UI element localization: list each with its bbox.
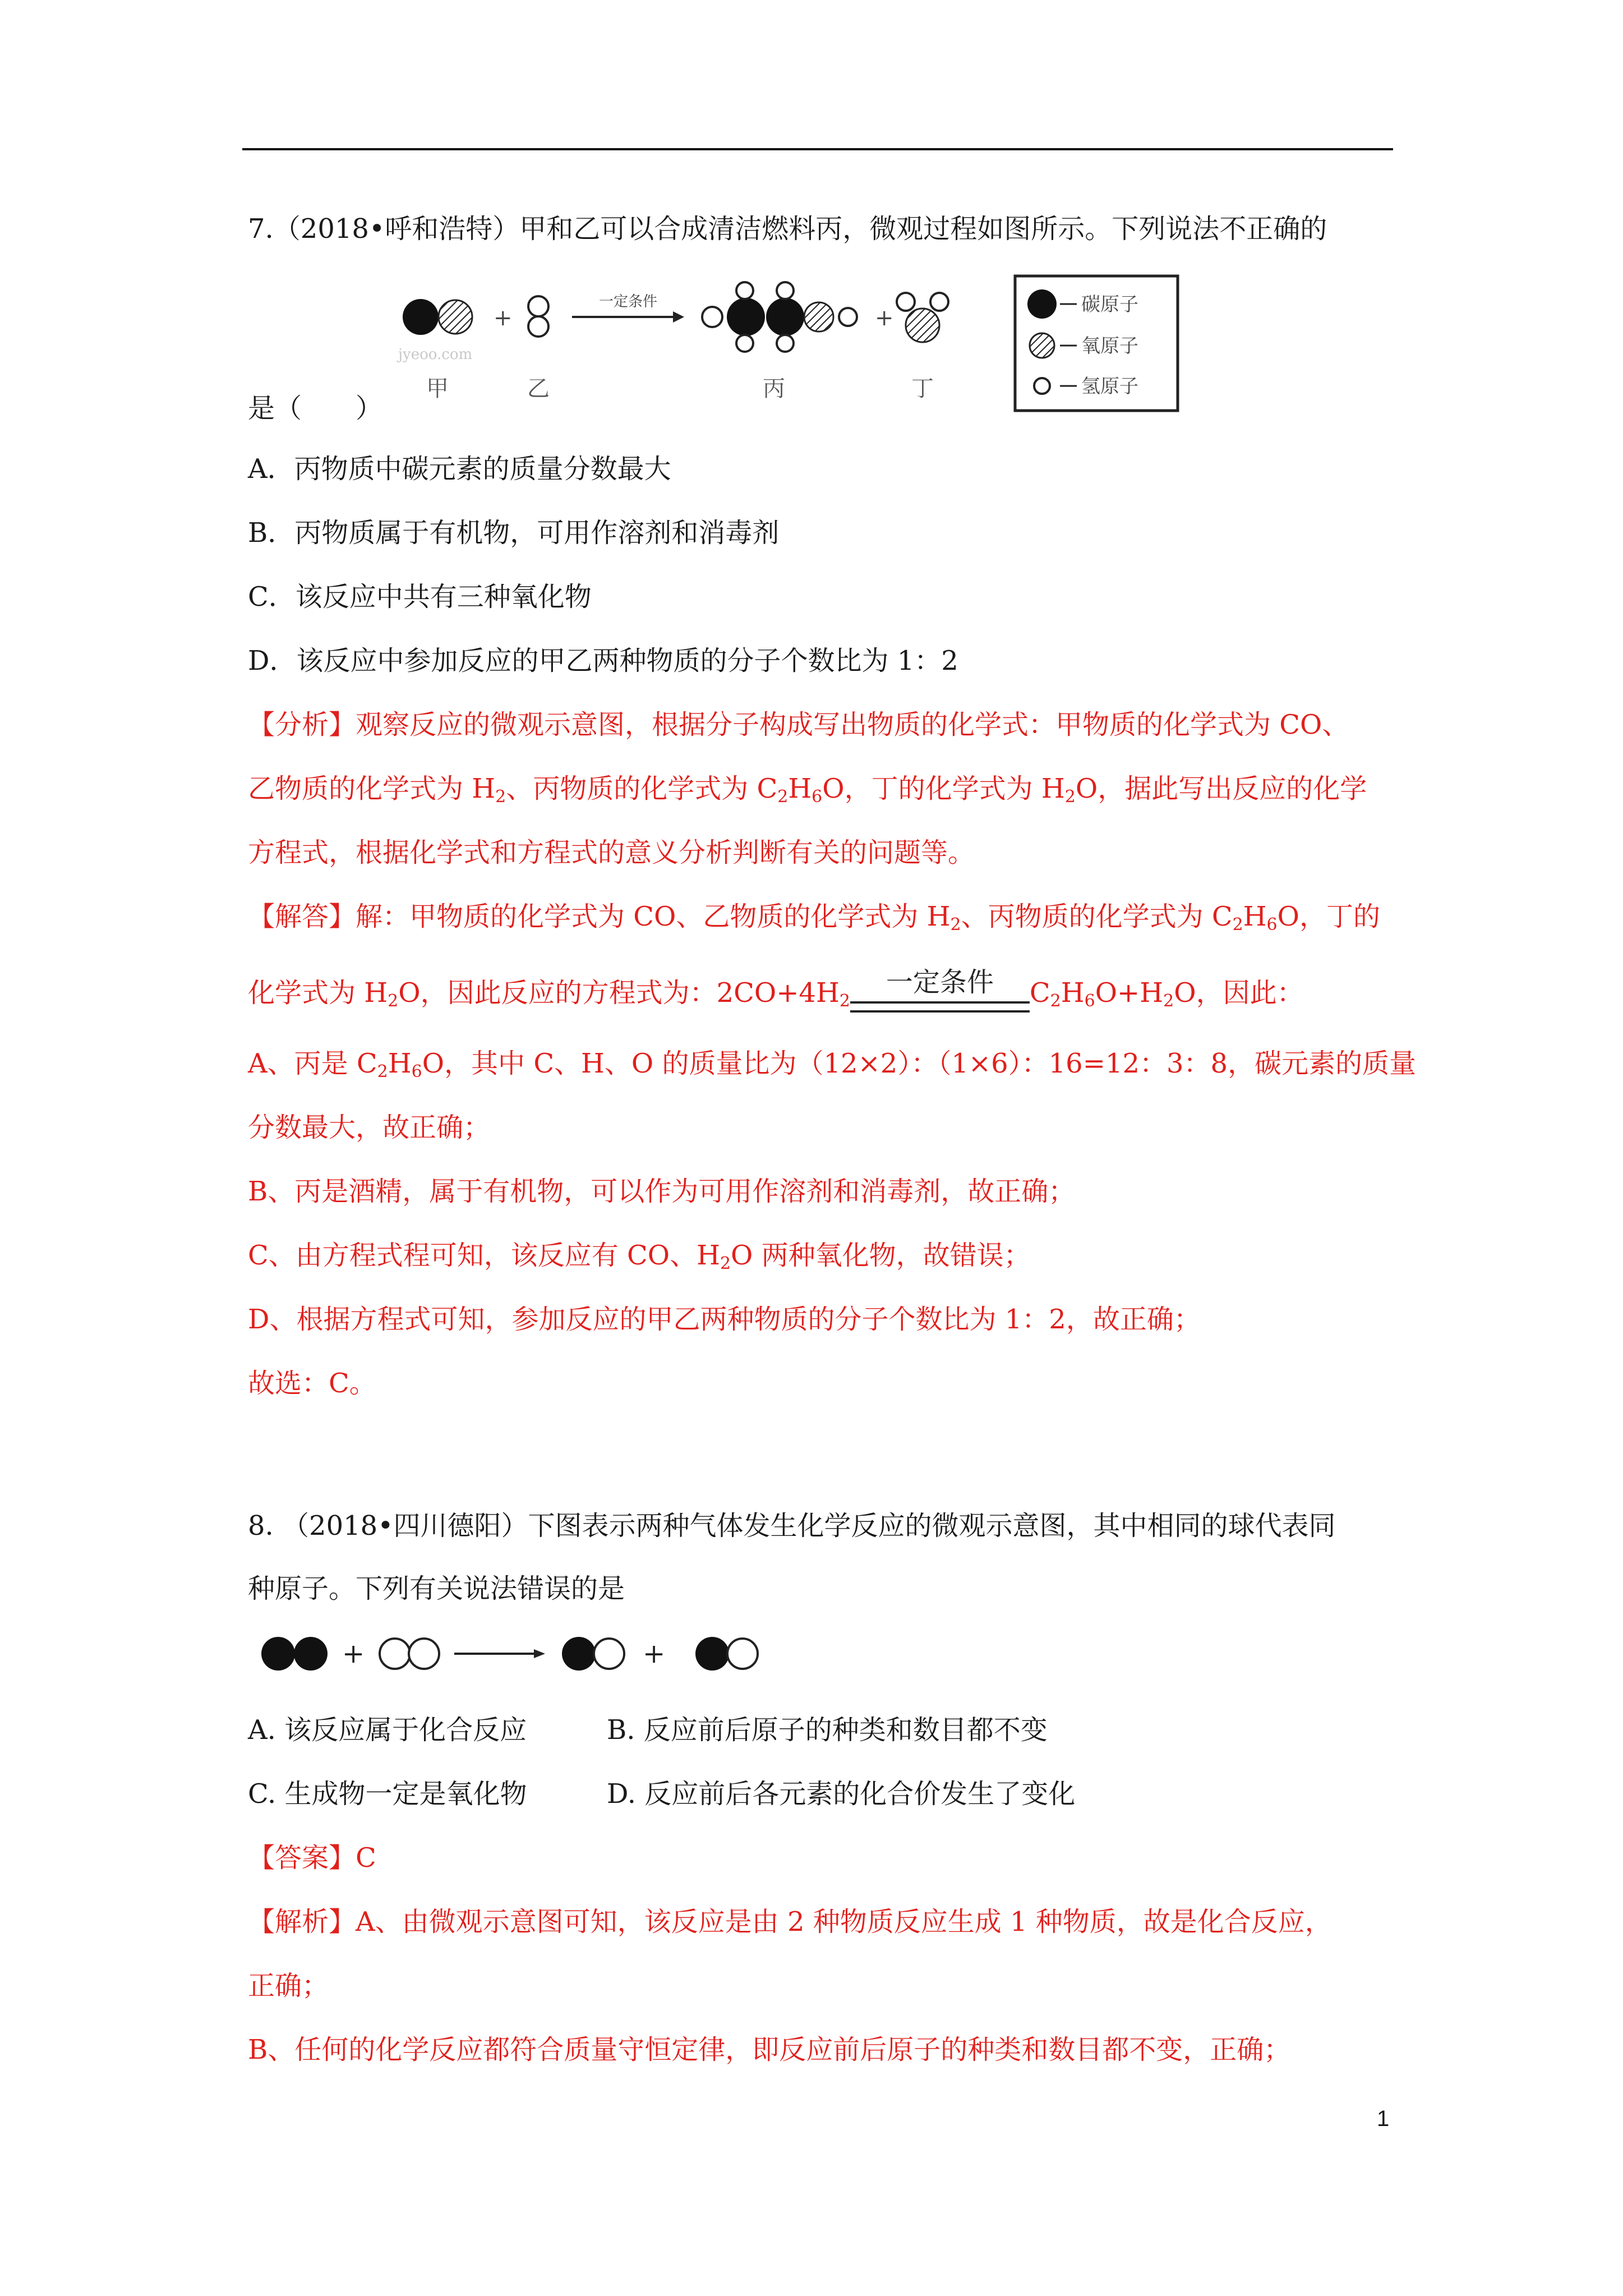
analysis-tag: 【解析】 (248, 1906, 356, 1938)
header-rule (242, 148, 1393, 150)
label-ding: 丁 (911, 376, 934, 402)
q7-analysis-a-line-2: 分数最大，故正确； (248, 1112, 491, 1143)
legend-hydrogen: 氢原子 (1081, 375, 1138, 398)
arrow-condition: 一定条件 (598, 293, 658, 310)
label-yi: 乙 (527, 376, 550, 402)
q8-analysis-line-2: 正确； (248, 1970, 329, 2001)
reactant-co-molecule (403, 299, 472, 335)
q7-option-c: C．该反应中共有三种氧化物 (248, 581, 592, 613)
reaction-arrow (454, 1649, 545, 1658)
q7-option-b: B．丙物质属于有机物，可用作溶剂和消毒剂 (248, 517, 780, 549)
q7-analysis-d: D、根据方程式可知，参加反应的甲乙两种物质的分子个数比为 1：2，故正确； (248, 1304, 1201, 1335)
equation-condition: 一定条件 (850, 984, 1030, 1018)
legend-box (1015, 276, 1178, 411)
legend-oxygen: 氧原子 (1081, 335, 1138, 357)
product-water-molecule (897, 293, 948, 342)
q8-option-b: B. 反应前后原子的种类和数目都不变 (607, 1714, 1048, 1746)
q7-analysis-line-1: 【分析】观察反应的微观示意图，根据分子构成写出物质的化学式：甲物质的化学式为 CO、 (248, 709, 1349, 740)
q7-analysis-line-3: 方程式，根据化学式和方程式的意义分析判断有关的问题等。 (248, 837, 975, 868)
product-molecule-1 (562, 1637, 624, 1671)
solution-tag: 【解答】 (248, 901, 356, 932)
plus-sign: + (875, 305, 894, 331)
answer-tag: 【答案】 (248, 1842, 356, 1874)
analysis-tag: 【分析】 (248, 709, 356, 740)
label-jia: 甲 (426, 376, 449, 402)
q8-stem-line-2: 种原子。下列有关说法错误的是 (248, 1573, 625, 1604)
oxygen-atom-icon (1030, 333, 1054, 358)
q7-reaction-diagram (393, 269, 1189, 426)
q7-analysis-c: C、由方程式程可知，该反应有 CO、$H_2O$ 两种氧化物，故错误； (248, 1240, 1031, 1273)
product-ethanol-molecule (702, 282, 857, 352)
watermark: jyeoo.com (398, 346, 473, 363)
page-number: 1 (1377, 2106, 1390, 2131)
plus-sign: + (494, 305, 513, 331)
q8-option-a: A. 该反应属于化合反应 (248, 1714, 527, 1746)
q8-options-row-1 (248, 1713, 527, 1747)
q8-option-d: D. 反应前后各元素的化合价发生了变化 (607, 1778, 1076, 1810)
q7-analysis-a-line-1: A、丙是 $C_2H_6O$，其中 C、H、O 的质量比为（12×2）：（1×6）：16=12：3：8，碳元素的质量 (248, 1048, 1417, 1082)
q8-analysis-line-1: 【解析】A、由微观示意图可知，该反应是由 2 种物质反应生成 1 种物质，故是化合反应， (248, 1906, 1332, 1938)
q7-option-a: A．丙物质中碳元素的质量分数最大 (248, 453, 671, 485)
plus-sign: + (643, 1638, 666, 1669)
reactant-white-molecule (380, 1639, 439, 1669)
label-bing: 丙 (763, 376, 785, 402)
q8-option-c: C. 生成物一定是氧化物 (248, 1778, 527, 1810)
carbon-atom-icon (1027, 289, 1057, 319)
hydrogen-atom-icon (1034, 378, 1050, 394)
q7-analysis-line-2: 乙物质的化学式为 $H_2$、丙物质的化学式为 $C_2H_6O$，丁的化学式为 $H_2O$，据此写出反应的化学 (248, 773, 1367, 807)
q7-stem: 7.（2018•呼和浩特）甲和乙可以合成清洁燃料丙，微观过程如图所示。下列说法不正确的 (248, 213, 1327, 245)
legend-carbon: 碳原子 (1081, 293, 1138, 316)
product-molecule-2 (695, 1637, 758, 1671)
q8-answer: 【答案】C (248, 1842, 376, 1874)
q7-choice: 故选：C。 (248, 1368, 376, 1399)
reactant-h2-molecule (528, 296, 548, 337)
q8-analysis-line-3: B、任何的化学反应都符合质量守恒定律，即反应前后原子的种类和数目都不变，正确； (248, 2034, 1291, 2065)
q7-stem-end: 是（ ） (248, 393, 383, 424)
reactant-black-molecule (261, 1637, 328, 1671)
q8-stem-line-1: 8. （2018•四川德阳）下图表示两种气体发生化学反应的微观示意图，其中相同的球代表同 (248, 1510, 1336, 1542)
reaction-arrow (572, 293, 684, 323)
q8-reaction-diagram (258, 1627, 785, 1683)
q7-option-d: D．该反应中参加反应的甲乙两种物质的分子个数比为 1：2 (248, 645, 958, 677)
plus-sign: + (342, 1638, 365, 1669)
q7-analysis-b: B、丙是酒精，属于有机物，可以作为可用作溶剂和消毒剂，故正确； (248, 1176, 1076, 1207)
q7-solution-line-1: 【解答】解：甲物质的化学式为 CO、乙物质的化学式为 $H_2$、丙物质的化学式为 $C_2H_6O$，丁的 (248, 901, 1380, 935)
q7-solution-line-2: 化学式为 $H_2O$，因此反应的方程式为：$2CO+4H_2$ 一定条件 $C_2H_6O+H_2O$，因此： (248, 976, 1304, 1018)
